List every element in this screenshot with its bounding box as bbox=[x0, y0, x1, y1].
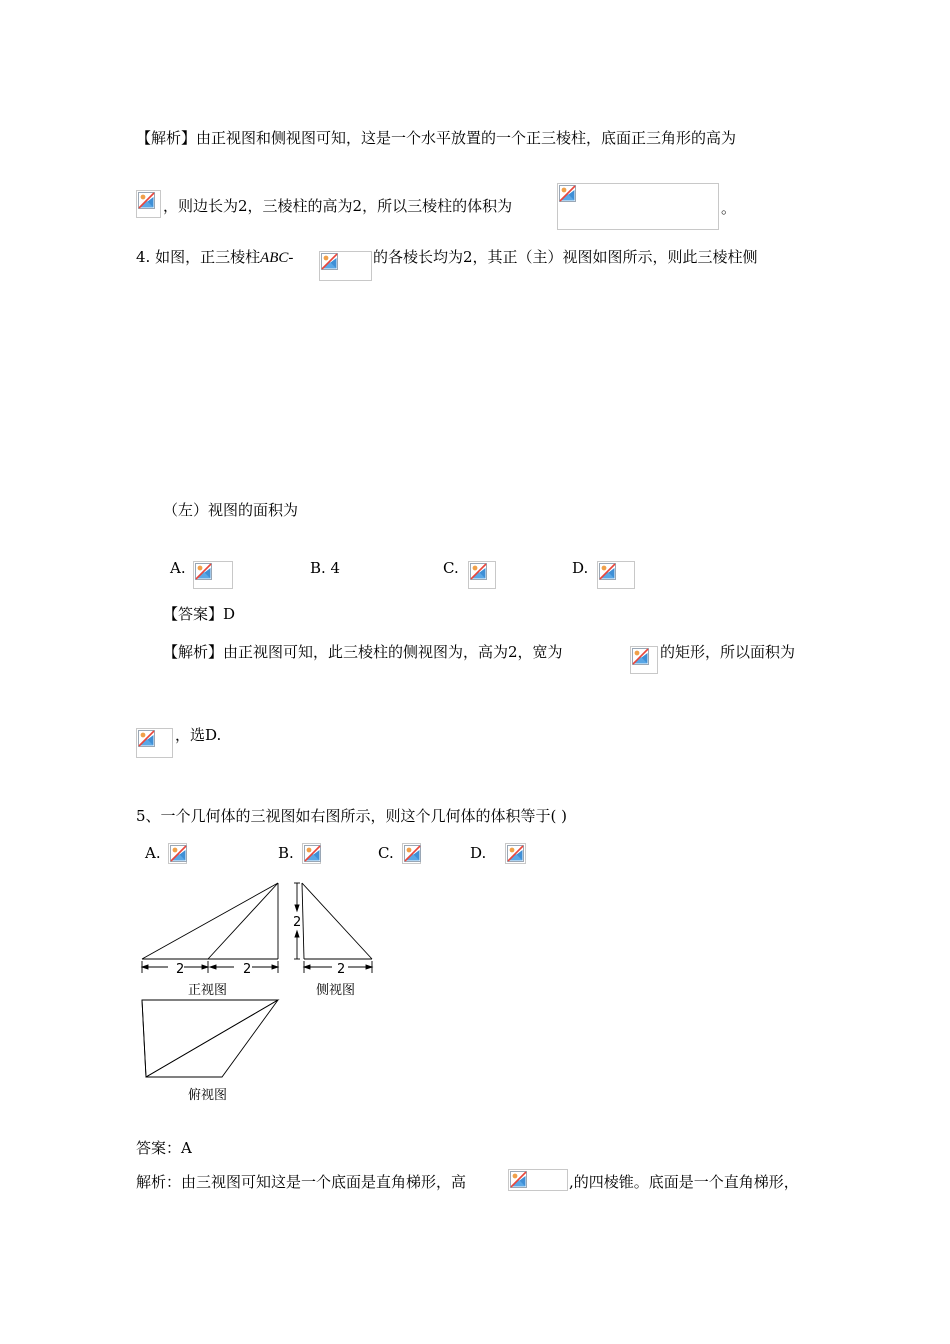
q5-option-b-image bbox=[302, 843, 321, 864]
q5-option-c-label: C. bbox=[378, 844, 394, 862]
question-4-analysis-end: ，选D. bbox=[175, 726, 222, 744]
q5-option-d-label: D. bbox=[470, 844, 487, 862]
option-a-image bbox=[193, 561, 233, 589]
front-view bbox=[142, 883, 278, 973]
formula-image bbox=[557, 183, 719, 230]
question-4-analysis: 【解析】由正视图可知，此三棱柱的侧视图为，高为2，宽为 bbox=[163, 643, 563, 661]
option-b-label: B. 4 bbox=[310, 559, 341, 577]
broken-image-icon bbox=[559, 185, 576, 202]
q5-option-a-image bbox=[168, 843, 187, 864]
question-5-text: 5、一个几何体的三视图如右图所示，则这个几何体的体积等于( ) bbox=[136, 807, 568, 825]
formula-image bbox=[136, 728, 173, 758]
question-4-text-cont: 的各棱长均为2，其正（主）视图如图所示，则此三棱柱侧 bbox=[373, 248, 758, 266]
q5-option-d-image bbox=[505, 843, 526, 864]
front-dim-2: 2 bbox=[243, 962, 252, 977]
question-5-answer: 答案：A bbox=[136, 1139, 192, 1157]
broken-image-icon bbox=[170, 845, 187, 862]
broken-image-icon bbox=[404, 845, 421, 862]
question-4-text-end: （左）视图的面积为 bbox=[163, 501, 299, 519]
option-d-image bbox=[597, 561, 635, 589]
top-view-label: 俯视图 bbox=[188, 1088, 228, 1103]
top-view bbox=[142, 1000, 278, 1077]
formula-image bbox=[630, 646, 658, 674]
side-view bbox=[294, 883, 372, 973]
broken-image-icon bbox=[507, 845, 524, 862]
question-5-analysis-cont: ,的四棱锥。底面是一个直角梯形， bbox=[569, 1173, 799, 1191]
question-5-analysis: 解析：由三视图可知这是一个底面是直角梯形，高 bbox=[136, 1173, 467, 1191]
q5-option-a-label: A. bbox=[145, 844, 161, 862]
question-4-lead: 4. 如图，正三棱柱 bbox=[136, 248, 261, 266]
broken-image-icon bbox=[304, 845, 321, 862]
option-a-label: A. bbox=[170, 559, 186, 577]
broken-image-icon bbox=[632, 648, 649, 665]
q5-option-c-image bbox=[402, 843, 421, 864]
prism-label: ABC- bbox=[260, 250, 294, 266]
front-dim-1: 2 bbox=[176, 962, 185, 977]
broken-image-icon bbox=[138, 730, 155, 747]
broken-image-icon bbox=[510, 1171, 527, 1188]
option-c-label: C. bbox=[443, 559, 459, 577]
question-4-answer: 【答案】D bbox=[163, 605, 236, 623]
broken-image-icon bbox=[138, 192, 155, 209]
q5-option-b-label: B. bbox=[278, 844, 294, 862]
question-4-analysis-cont: 的矩形，所以面积为 bbox=[660, 643, 796, 661]
question-4-text bbox=[136, 247, 293, 268]
broken-image-icon bbox=[321, 253, 338, 270]
period: 。 bbox=[721, 199, 737, 217]
analysis-text-1-cont: ，则边长为2，三棱柱的高为2，所以三棱柱的体积为 bbox=[163, 197, 513, 215]
broken-image-icon bbox=[470, 563, 487, 580]
formula-image bbox=[508, 1169, 568, 1191]
analysis-text-1: 【解析】由正视图和侧视图可知，这是一个水平放置的一个正三棱柱，底面正三角形的高为 bbox=[136, 129, 737, 147]
broken-image-icon bbox=[195, 563, 212, 580]
side-dim-vertical: 2 bbox=[293, 915, 302, 930]
side-dim-horizontal: 2 bbox=[337, 962, 346, 977]
side-view-label: 侧视图 bbox=[316, 983, 356, 998]
front-view-label: 正视图 bbox=[188, 983, 228, 998]
formula-image bbox=[319, 251, 372, 281]
option-c-image bbox=[468, 561, 496, 589]
broken-image-icon bbox=[599, 563, 616, 580]
option-d-label: D. bbox=[572, 559, 589, 577]
three-view-figure bbox=[130, 875, 390, 1110]
formula-image bbox=[136, 190, 161, 218]
